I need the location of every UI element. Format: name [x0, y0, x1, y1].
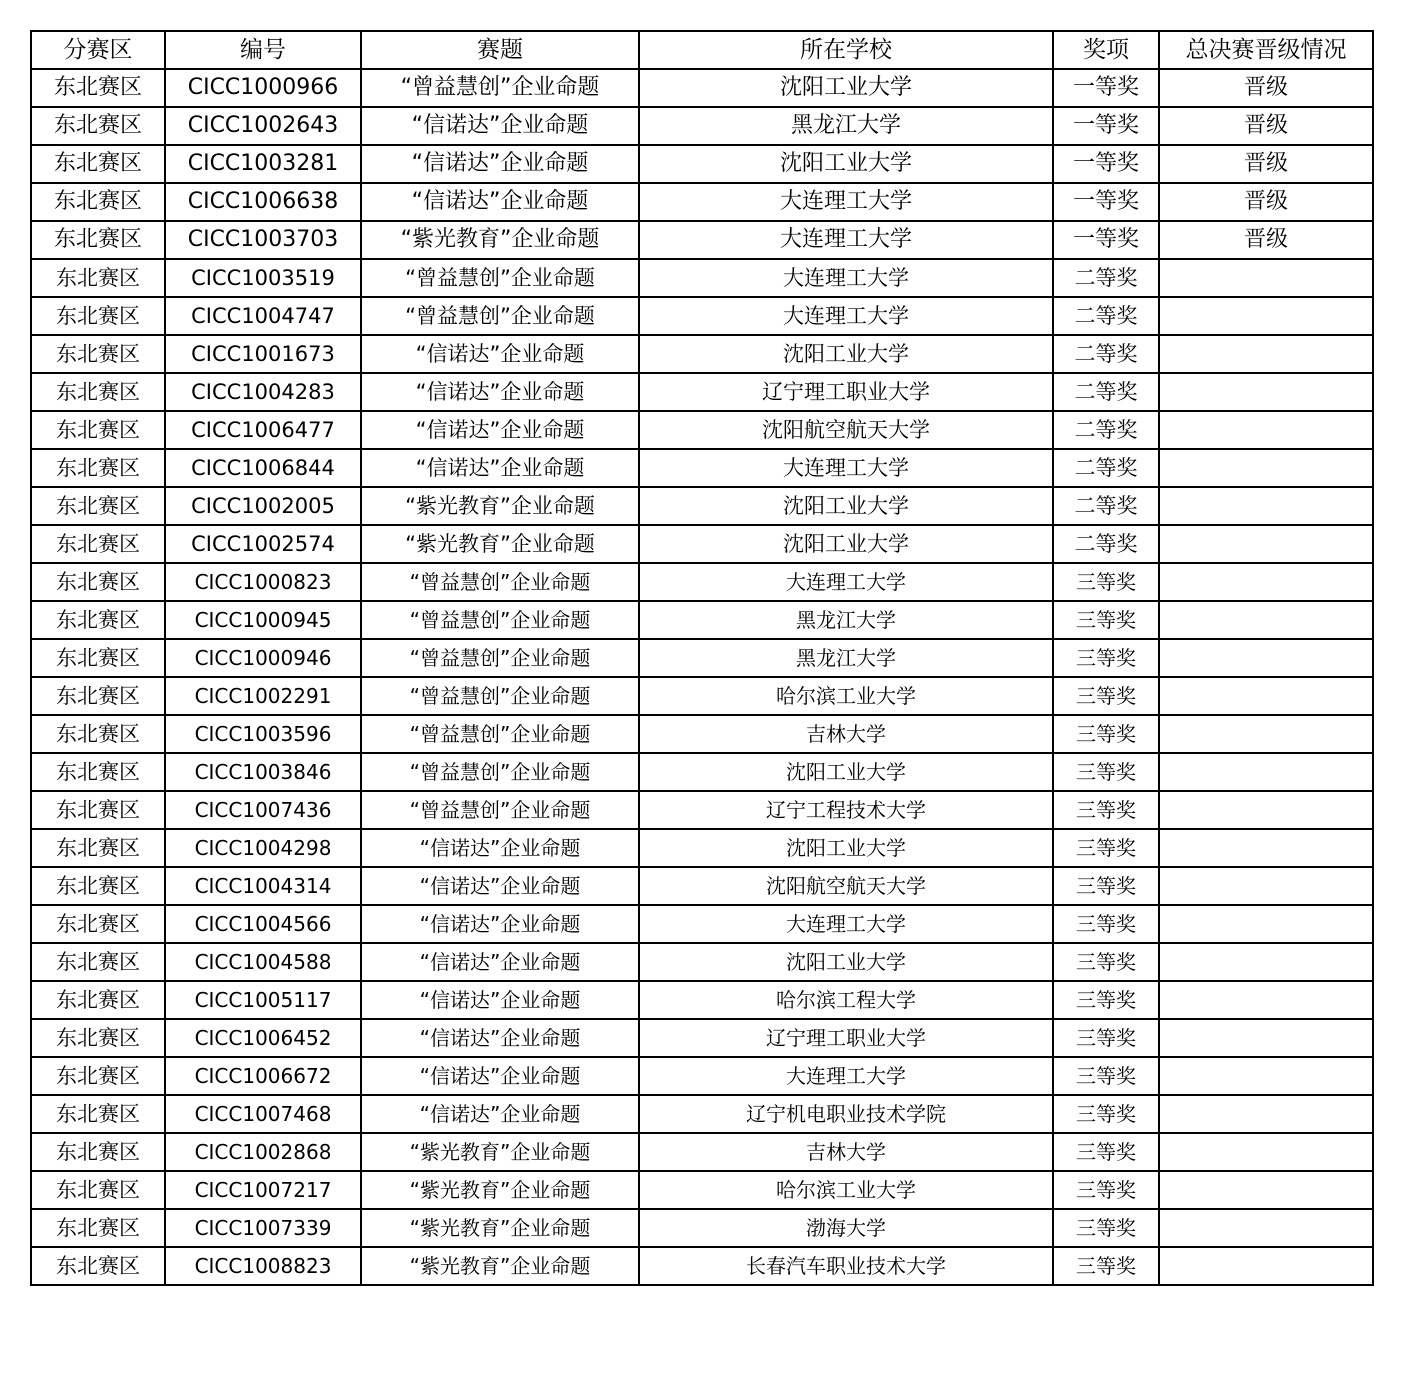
cell-finals-status: 晋级 [1159, 69, 1373, 107]
cell-school: 辽宁理工职业大学 [639, 373, 1053, 411]
cell-region: 东北赛区 [31, 183, 165, 221]
table-row [31, 905, 1373, 943]
cell-id: CICC1002574 [165, 525, 361, 563]
cell-topic: “信诺达”企业命题 [361, 373, 639, 411]
cell-award: 一等奖 [1053, 183, 1159, 221]
cell-school: 大连理工大学 [639, 183, 1053, 221]
table-row [31, 601, 1373, 639]
cell-region: 东北赛区 [31, 1095, 165, 1133]
cell-award: 三等奖 [1053, 791, 1159, 829]
cell-id: CICC1007468 [165, 1095, 361, 1133]
table-row [31, 525, 1373, 563]
cell-id: CICC1004588 [165, 943, 361, 981]
cell-award: 三等奖 [1053, 905, 1159, 943]
cell-topic: “曾益慧创”企业命题 [361, 563, 639, 601]
cell-region: 东北赛区 [31, 221, 165, 259]
cell-finals-status [1159, 905, 1373, 943]
table-row [31, 1209, 1373, 1247]
cell-school: 大连理工大学 [639, 297, 1053, 335]
cell-id: CICC1008823 [165, 1247, 361, 1285]
cell-school: 吉林大学 [639, 1133, 1053, 1171]
results-sheet [30, 30, 1372, 1286]
cell-school: 哈尔滨工程大学 [639, 981, 1053, 1019]
cell-finals-status [1159, 981, 1373, 1019]
cell-school: 沈阳工业大学 [639, 69, 1053, 107]
cell-region: 东北赛区 [31, 943, 165, 981]
cell-topic: “信诺达”企业命题 [361, 867, 639, 905]
cell-region: 东北赛区 [31, 1209, 165, 1247]
cell-region: 东北赛区 [31, 335, 165, 373]
cell-finals-status [1159, 677, 1373, 715]
cell-finals-status [1159, 753, 1373, 791]
cell-topic: “紫光教育”企业命题 [361, 487, 639, 525]
header-row [31, 31, 1373, 69]
table-row [31, 1057, 1373, 1095]
cell-school: 大连理工大学 [639, 563, 1053, 601]
table-row [31, 145, 1373, 183]
cell-topic: “曾益慧创”企业命题 [361, 259, 639, 297]
cell-award: 一等奖 [1053, 69, 1159, 107]
table-row [31, 69, 1373, 107]
cell-finals-status [1159, 943, 1373, 981]
cell-school: 辽宁机电职业技术学院 [639, 1095, 1053, 1133]
cell-id: CICC1002005 [165, 487, 361, 525]
cell-award: 一等奖 [1053, 145, 1159, 183]
cell-finals-status [1159, 791, 1373, 829]
cell-id: CICC1006844 [165, 449, 361, 487]
cell-school: 沈阳工业大学 [639, 145, 1053, 183]
cell-id: CICC1003703 [165, 221, 361, 259]
cell-finals-status [1159, 449, 1373, 487]
cell-award: 三等奖 [1053, 943, 1159, 981]
cell-region: 东北赛区 [31, 1019, 165, 1057]
table-row [31, 563, 1373, 601]
header-topic: 赛题 [361, 31, 639, 69]
cell-award: 三等奖 [1053, 1019, 1159, 1057]
cell-id: CICC1005117 [165, 981, 361, 1019]
cell-finals-status [1159, 1019, 1373, 1057]
cell-region: 东北赛区 [31, 829, 165, 867]
cell-region: 东北赛区 [31, 69, 165, 107]
cell-award: 二等奖 [1053, 525, 1159, 563]
cell-finals-status: 晋级 [1159, 145, 1373, 183]
cell-finals-status [1159, 1171, 1373, 1209]
cell-school: 哈尔滨工业大学 [639, 677, 1053, 715]
cell-finals-status [1159, 411, 1373, 449]
cell-school: 大连理工大学 [639, 221, 1053, 259]
cell-award: 三等奖 [1053, 1247, 1159, 1285]
header-region: 分赛区 [31, 31, 165, 69]
cell-finals-status [1159, 563, 1373, 601]
table-row [31, 183, 1373, 221]
cell-region: 东北赛区 [31, 259, 165, 297]
cell-school: 沈阳工业大学 [639, 753, 1053, 791]
cell-award: 三等奖 [1053, 563, 1159, 601]
cell-finals-status [1159, 525, 1373, 563]
cell-region: 东北赛区 [31, 563, 165, 601]
table-header [31, 31, 1373, 69]
table-row [31, 943, 1373, 981]
cell-region: 东北赛区 [31, 411, 165, 449]
cell-region: 东北赛区 [31, 981, 165, 1019]
results-table [30, 30, 1374, 1286]
cell-topic: “曾益慧创”企业命题 [361, 715, 639, 753]
table-row [31, 411, 1373, 449]
cell-award: 一等奖 [1053, 107, 1159, 145]
cell-finals-status: 晋级 [1159, 183, 1373, 221]
cell-id: CICC1006477 [165, 411, 361, 449]
cell-region: 东北赛区 [31, 791, 165, 829]
cell-topic: “信诺达”企业命题 [361, 183, 639, 221]
table-row [31, 1019, 1373, 1057]
cell-topic: “信诺达”企业命题 [361, 335, 639, 373]
cell-topic: “曾益慧创”企业命题 [361, 601, 639, 639]
cell-award: 三等奖 [1053, 867, 1159, 905]
cell-id: CICC1000946 [165, 639, 361, 677]
cell-topic: “紫光教育”企业命题 [361, 525, 639, 563]
cell-school: 辽宁工程技术大学 [639, 791, 1053, 829]
cell-topic: “信诺达”企业命题 [361, 1057, 639, 1095]
cell-school: 黑龙江大学 [639, 601, 1053, 639]
cell-school: 沈阳工业大学 [639, 487, 1053, 525]
cell-topic: “曾益慧创”企业命题 [361, 69, 639, 107]
cell-finals-status [1159, 373, 1373, 411]
cell-region: 东北赛区 [31, 1133, 165, 1171]
cell-topic: “信诺达”企业命题 [361, 905, 639, 943]
cell-finals-status [1159, 715, 1373, 753]
cell-award: 三等奖 [1053, 1171, 1159, 1209]
cell-award: 二等奖 [1053, 259, 1159, 297]
table-row [31, 107, 1373, 145]
table-body [31, 69, 1373, 1285]
cell-topic: “曾益慧创”企业命题 [361, 297, 639, 335]
cell-topic: “信诺达”企业命题 [361, 107, 639, 145]
cell-award: 二等奖 [1053, 373, 1159, 411]
cell-school: 黑龙江大学 [639, 107, 1053, 145]
cell-award: 三等奖 [1053, 753, 1159, 791]
cell-id: CICC1000823 [165, 563, 361, 601]
cell-region: 东北赛区 [31, 905, 165, 943]
cell-topic: “紫光教育”企业命题 [361, 1133, 639, 1171]
cell-school: 吉林大学 [639, 715, 1053, 753]
cell-school: 哈尔滨工业大学 [639, 1171, 1053, 1209]
cell-region: 东北赛区 [31, 107, 165, 145]
cell-topic: “曾益慧创”企业命题 [361, 639, 639, 677]
cell-id: CICC1003596 [165, 715, 361, 753]
cell-finals-status [1159, 1133, 1373, 1171]
cell-region: 东北赛区 [31, 449, 165, 487]
cell-finals-status [1159, 601, 1373, 639]
cell-id: CICC1007436 [165, 791, 361, 829]
cell-topic: “信诺达”企业命题 [361, 449, 639, 487]
cell-topic: “信诺达”企业命题 [361, 1019, 639, 1057]
header-id: 编号 [165, 31, 361, 69]
cell-award: 二等奖 [1053, 411, 1159, 449]
cell-finals-status [1159, 1209, 1373, 1247]
cell-award: 三等奖 [1053, 1209, 1159, 1247]
cell-topic: “紫光教育”企业命题 [361, 221, 639, 259]
cell-id: CICC1003519 [165, 259, 361, 297]
cell-id: CICC1007339 [165, 1209, 361, 1247]
table-row [31, 373, 1373, 411]
cell-topic: “信诺达”企业命题 [361, 981, 639, 1019]
cell-id: CICC1003281 [165, 145, 361, 183]
cell-id: CICC1004298 [165, 829, 361, 867]
header-school: 所在学校 [639, 31, 1053, 69]
cell-school: 黑龙江大学 [639, 639, 1053, 677]
cell-id: CICC1004747 [165, 297, 361, 335]
cell-award: 二等奖 [1053, 487, 1159, 525]
cell-award: 三等奖 [1053, 677, 1159, 715]
cell-finals-status [1159, 829, 1373, 867]
table-row [31, 335, 1373, 373]
cell-id: CICC1001673 [165, 335, 361, 373]
cell-region: 东北赛区 [31, 867, 165, 905]
cell-region: 东北赛区 [31, 487, 165, 525]
cell-award: 三等奖 [1053, 981, 1159, 1019]
cell-topic: “紫光教育”企业命题 [361, 1171, 639, 1209]
cell-award: 三等奖 [1053, 1095, 1159, 1133]
cell-topic: “信诺达”企业命题 [361, 943, 639, 981]
table-row [31, 715, 1373, 753]
cell-award: 一等奖 [1053, 221, 1159, 259]
table-row [31, 221, 1373, 259]
cell-id: CICC1000966 [165, 69, 361, 107]
table-row [31, 1171, 1373, 1209]
cell-id: CICC1004283 [165, 373, 361, 411]
cell-finals-status [1159, 487, 1373, 525]
cell-region: 东北赛区 [31, 639, 165, 677]
cell-id: CICC1002291 [165, 677, 361, 715]
cell-school: 长春汽车职业技术大学 [639, 1247, 1053, 1285]
cell-award: 三等奖 [1053, 1133, 1159, 1171]
cell-award: 二等奖 [1053, 335, 1159, 373]
cell-finals-status: 晋级 [1159, 221, 1373, 259]
cell-region: 东北赛区 [31, 677, 165, 715]
table-row [31, 981, 1373, 1019]
cell-topic: “曾益慧创”企业命题 [361, 677, 639, 715]
header-finals-status: 总决赛晋级情况 [1159, 31, 1373, 69]
cell-award: 三等奖 [1053, 639, 1159, 677]
cell-school: 沈阳工业大学 [639, 943, 1053, 981]
cell-finals-status [1159, 867, 1373, 905]
cell-id: CICC1000945 [165, 601, 361, 639]
cell-region: 东北赛区 [31, 525, 165, 563]
table-row [31, 449, 1373, 487]
table-row [31, 791, 1373, 829]
cell-region: 东北赛区 [31, 1171, 165, 1209]
cell-award: 三等奖 [1053, 1057, 1159, 1095]
cell-id: CICC1003846 [165, 753, 361, 791]
table-row [31, 867, 1373, 905]
cell-topic: “信诺达”企业命题 [361, 145, 639, 183]
table-row [31, 639, 1373, 677]
table-row [31, 829, 1373, 867]
cell-school: 沈阳航空航天大学 [639, 411, 1053, 449]
cell-region: 东北赛区 [31, 1057, 165, 1095]
cell-id: CICC1006638 [165, 183, 361, 221]
cell-topic: “信诺达”企业命题 [361, 829, 639, 867]
table-row [31, 297, 1373, 335]
cell-finals-status [1159, 1057, 1373, 1095]
table-row [31, 1247, 1373, 1285]
cell-region: 东北赛区 [31, 145, 165, 183]
cell-topic: “曾益慧创”企业命题 [361, 753, 639, 791]
cell-region: 东北赛区 [31, 1247, 165, 1285]
cell-topic: “紫光教育”企业命题 [361, 1247, 639, 1285]
cell-id: CICC1002868 [165, 1133, 361, 1171]
cell-id: CICC1002643 [165, 107, 361, 145]
table-row [31, 487, 1373, 525]
cell-award: 二等奖 [1053, 297, 1159, 335]
table-row [31, 753, 1373, 791]
cell-award: 三等奖 [1053, 601, 1159, 639]
cell-school: 大连理工大学 [639, 449, 1053, 487]
cell-award: 三等奖 [1053, 715, 1159, 753]
cell-award: 三等奖 [1053, 829, 1159, 867]
cell-region: 东北赛区 [31, 373, 165, 411]
cell-id: CICC1004314 [165, 867, 361, 905]
cell-id: CICC1004566 [165, 905, 361, 943]
cell-id: CICC1007217 [165, 1171, 361, 1209]
cell-region: 东北赛区 [31, 753, 165, 791]
cell-school: 大连理工大学 [639, 905, 1053, 943]
cell-topic: “紫光教育”企业命题 [361, 1209, 639, 1247]
cell-school: 沈阳工业大学 [639, 335, 1053, 373]
cell-topic: “信诺达”企业命题 [361, 1095, 639, 1133]
cell-id: CICC1006672 [165, 1057, 361, 1095]
cell-finals-status: 晋级 [1159, 107, 1373, 145]
cell-school: 沈阳航空航天大学 [639, 867, 1053, 905]
table-row [31, 259, 1373, 297]
table-row [31, 1095, 1373, 1133]
cell-finals-status [1159, 259, 1373, 297]
cell-finals-status [1159, 297, 1373, 335]
cell-award: 二等奖 [1053, 449, 1159, 487]
cell-school: 沈阳工业大学 [639, 829, 1053, 867]
cell-school: 辽宁理工职业大学 [639, 1019, 1053, 1057]
table-row [31, 677, 1373, 715]
cell-school: 渤海大学 [639, 1209, 1053, 1247]
cell-school: 沈阳工业大学 [639, 525, 1053, 563]
header-award: 奖项 [1053, 31, 1159, 69]
cell-id: CICC1006452 [165, 1019, 361, 1057]
cell-school: 大连理工大学 [639, 1057, 1053, 1095]
table-row [31, 1133, 1373, 1171]
cell-region: 东北赛区 [31, 297, 165, 335]
cell-finals-status [1159, 639, 1373, 677]
cell-topic: “曾益慧创”企业命题 [361, 791, 639, 829]
cell-region: 东北赛区 [31, 715, 165, 753]
cell-finals-status [1159, 1247, 1373, 1285]
cell-school: 大连理工大学 [639, 259, 1053, 297]
cell-finals-status [1159, 1095, 1373, 1133]
cell-topic: “信诺达”企业命题 [361, 411, 639, 449]
cell-finals-status [1159, 335, 1373, 373]
cell-region: 东北赛区 [31, 601, 165, 639]
